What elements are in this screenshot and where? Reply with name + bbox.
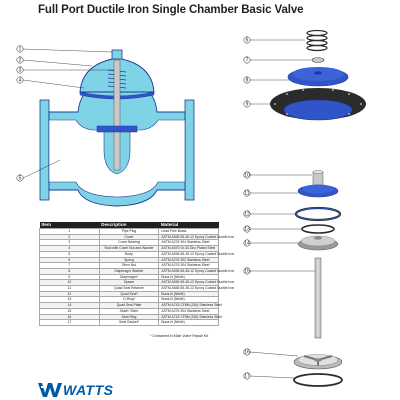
table-row — [40, 320, 219, 326]
item-description: Diaphragm* — [99, 274, 159, 280]
item-number: 3 — [40, 240, 100, 246]
part-shaft — [315, 258, 321, 338]
item-number: 6 — [40, 257, 100, 263]
callout-10 — [244, 172, 312, 179]
item-material: ASTM A536 65-45-12 Epoxy Coated Ductile Iron — [159, 268, 219, 274]
item-description: Pipe Plug — [99, 229, 159, 235]
item-description: O-Ring* — [99, 297, 159, 303]
item-number: 5 — [40, 251, 100, 257]
item-description: Spring — [99, 257, 159, 263]
svg-text:8: 8 — [245, 77, 249, 84]
item-description: Quad Seal Retainer — [99, 286, 159, 292]
item-material: Buna-N (Nitrile) — [159, 291, 219, 297]
item-description: Stud with Cover Nut and Washer — [99, 246, 159, 252]
item-material: ASTM A743 CF8M (316) Stainless Steel — [159, 303, 219, 309]
callout-13 — [244, 226, 302, 233]
header-item: Item — [40, 222, 100, 229]
part-seat-ring — [294, 355, 342, 370]
item-material: Buna-N (Nitrile) — [159, 274, 219, 280]
part-diaphragm-washer — [288, 67, 348, 86]
item-number: 4 — [40, 246, 100, 252]
item-number: 13 — [40, 297, 100, 303]
svg-text:13: 13 — [244, 226, 250, 233]
brand-name: WATTS — [63, 382, 114, 398]
callout-16 — [244, 349, 298, 356]
part-quad-seal-plate — [298, 236, 338, 250]
svg-text:16: 16 — [244, 349, 250, 356]
svg-text:2: 2 — [18, 57, 22, 64]
item-number: 17 — [40, 320, 100, 326]
part-o-ring — [302, 225, 334, 233]
item-number: 15 — [40, 308, 100, 314]
svg-text:4: 4 — [18, 77, 22, 84]
item-material: ASTM A276 304 Stainless Steel — [159, 308, 219, 314]
repair-kit-footnote: * Contained in Main Valve Repair Kit — [150, 334, 208, 338]
callout-8 — [244, 77, 289, 84]
item-number: 14 — [40, 303, 100, 309]
callout-12 — [244, 211, 296, 218]
callout-11 — [244, 190, 298, 197]
callout-7 — [244, 57, 311, 64]
item-description: Quad Seal* — [99, 291, 159, 297]
item-description: Shaft / Stem — [99, 308, 159, 314]
part-spring — [307, 31, 327, 51]
brand-logo — [38, 382, 113, 398]
part-quad-seal — [296, 208, 340, 220]
svg-text:9: 9 — [245, 101, 249, 108]
svg-text:17: 17 — [244, 373, 250, 380]
item-description: Cover Bearing — [99, 240, 159, 246]
part-spacer — [313, 170, 323, 186]
item-material: ASTM A276 302 Stainless Steel — [159, 257, 219, 263]
item-description: Diaphragm Washer — [99, 268, 159, 274]
svg-text:14: 14 — [244, 240, 250, 247]
svg-text:5: 5 — [18, 175, 22, 182]
item-description: Stem Nut — [99, 263, 159, 269]
item-number: 2 — [40, 234, 100, 240]
item-number: 1 — [40, 229, 100, 235]
item-material: ASTM A536 65-45-12 Epoxy Coated Ductile Iron — [159, 280, 219, 286]
item-material: ASTM A276 304 Stainless Steel — [159, 240, 219, 246]
svg-text:11: 11 — [244, 190, 250, 197]
item-material: ASTM A536 65-45-12 Epoxy Coated Ductile Iron — [159, 286, 219, 292]
item-number: 12 — [40, 291, 100, 297]
item-number: 10 — [40, 280, 100, 286]
callout-14 — [244, 240, 298, 247]
item-material: ASTM A743 CF8M (316) Stainless Steel — [159, 314, 219, 320]
item-material: Lead Free Brass — [159, 229, 219, 235]
item-number: 11 — [40, 286, 100, 292]
item-material: ASTM A570 Gr.33 Zinc Plated Steel — [159, 246, 219, 252]
part-quad-seal-retainer — [298, 185, 338, 198]
item-material: ASTM A276 304 Stainless Steel — [159, 263, 219, 269]
callout-9 — [244, 101, 270, 108]
page-title: Full Port Ductile Iron Single Chamber Basic Valve — [38, 4, 304, 16]
item-material: ASTM A536 65-45-12 Epoxy Coated Ductile Iron — [159, 251, 219, 257]
item-description: Body — [99, 251, 159, 257]
item-number: 16 — [40, 314, 100, 320]
item-material: ASTM A536 65-45-12 Epoxy Coated Ductile Iron — [159, 234, 219, 240]
svg-text:6: 6 — [245, 37, 249, 44]
item-description: Seat Gasket* — [99, 320, 159, 326]
part-stem-nut — [312, 58, 324, 63]
header-description: Description — [99, 222, 159, 229]
item-description: Spacer — [99, 280, 159, 286]
svg-text:15: 15 — [244, 268, 250, 275]
item-number: 9 — [40, 274, 100, 280]
parts-table — [39, 222, 235, 326]
svg-text:3: 3 — [18, 67, 22, 74]
part-diaphragm — [270, 88, 366, 120]
svg-text:12: 12 — [244, 211, 250, 218]
item-material: Buna-N (Nitrile) — [159, 320, 219, 326]
item-material: Buna-N (Nitrile) — [159, 297, 219, 303]
callout-15 — [244, 268, 315, 275]
item-number: 8 — [40, 268, 100, 274]
part-seat-gasket — [294, 374, 342, 386]
item-number: 7 — [40, 263, 100, 269]
callout-17 — [244, 373, 294, 380]
svg-text:1: 1 — [18, 46, 22, 53]
item-description: Cover — [99, 234, 159, 240]
item-description: Quad Seal Plate — [99, 303, 159, 309]
callout-6 — [244, 37, 305, 44]
header-material: Material — [159, 222, 219, 229]
watts-logo-icon — [38, 383, 62, 397]
svg-text:10: 10 — [244, 172, 250, 179]
item-description: Seat Ring — [99, 314, 159, 320]
svg-text:7: 7 — [245, 57, 249, 64]
